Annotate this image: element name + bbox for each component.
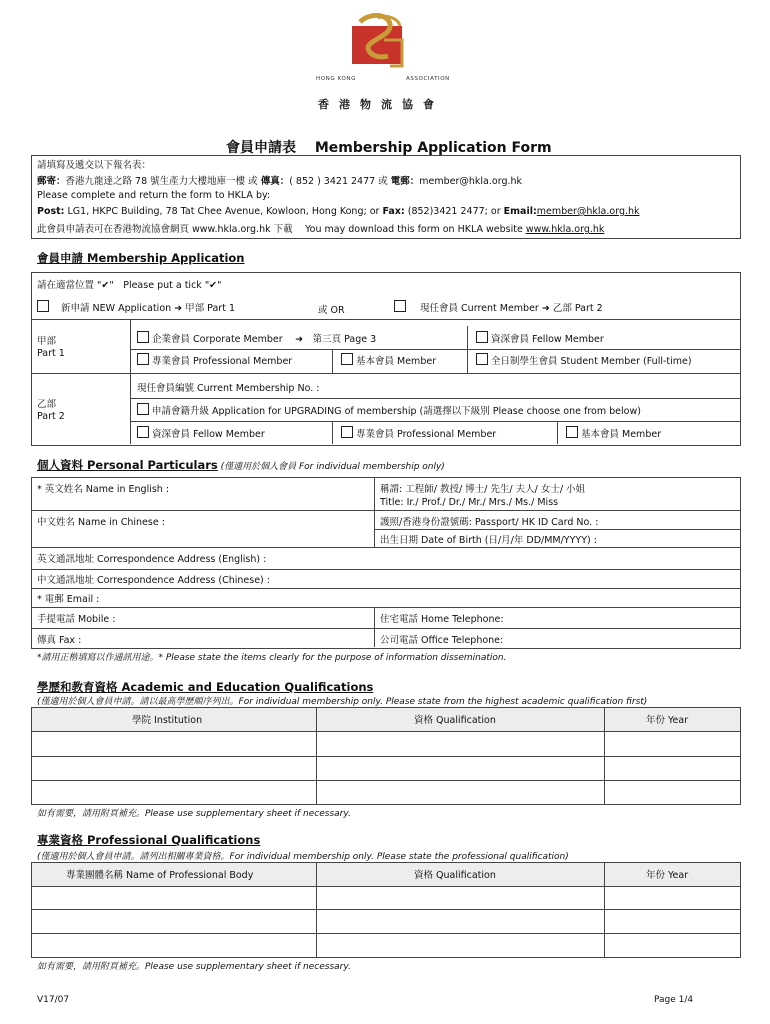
logo-chinese-name: 香港物流協會 xyxy=(318,98,444,111)
divider xyxy=(31,628,740,629)
corporate-label: 企業會員 Corporate Member ➜ 第三頁 Page 3 xyxy=(152,334,377,345)
version-label: V17/07 xyxy=(37,995,70,1005)
divider xyxy=(31,547,740,548)
intro-line4 xyxy=(37,206,640,217)
divider xyxy=(31,909,740,910)
upgrade-option[interactable] xyxy=(137,403,641,417)
address-chinese-field[interactable]: 中文通訊地址 Correspondence Address (Chinese) : xyxy=(37,575,270,586)
divider xyxy=(31,373,740,374)
professional-checkbox[interactable] xyxy=(137,353,149,365)
divider xyxy=(31,588,740,589)
corporate-member-option[interactable] xyxy=(137,331,376,345)
professional-member-option[interactable] xyxy=(137,353,292,367)
upgrade-basic-option[interactable] xyxy=(566,426,661,440)
website-link[interactable]: www.hkla.org.hk xyxy=(525,224,605,235)
post-label: Post: xyxy=(37,206,65,217)
intro-line3: Please complete and return the form to HKLA by: xyxy=(37,190,271,201)
post-address-cn: 香港九龍達之路 78 號生產力大樓地庫一樓 或 xyxy=(65,176,261,187)
column-qualification: 資格 Qualification xyxy=(414,715,496,726)
passport-field[interactable]: 護照/香港身份證號碼: Passport/ HK ID Card No. : xyxy=(380,517,599,528)
fax-field[interactable]: 傳真 Fax : xyxy=(37,635,82,646)
personal-header-line xyxy=(37,457,445,473)
fax-label-cn: 傳真： xyxy=(260,176,290,187)
upgrade-label: 申請會籍升級 Application for UPGRADING of membership (請選擇以下級別 Please choose one from below) xyxy=(152,406,641,417)
page-title: 會員申請表 Membership Application Form xyxy=(226,140,552,156)
divider xyxy=(467,326,468,373)
tick-instruction: 請在適當位置 "✔" Please put a tick "✔" xyxy=(37,280,222,291)
divider xyxy=(374,477,375,547)
professional-footnote: 如有需要，請用附頁補充。Please use supplementary sheet if necessary. xyxy=(37,962,351,972)
new-application-checkbox[interactable] xyxy=(37,300,49,312)
divider xyxy=(130,421,740,422)
professional-note: (僅適用於個人會員申請。請列出相關專業資格。For individual membership only. Please state the professional qualification) xyxy=(37,852,569,862)
divider xyxy=(31,780,740,781)
logo-name-left: HONG KONG xyxy=(316,76,357,82)
intro-line1: 請填寫及遞交以下報名表： xyxy=(37,160,152,171)
upgrade-basic-checkbox[interactable] xyxy=(566,426,578,438)
basic-member-option[interactable] xyxy=(341,353,436,367)
student-member-option[interactable] xyxy=(476,353,692,367)
professional-label: 專業會員 Professional Member xyxy=(152,356,293,367)
divider xyxy=(31,569,740,570)
divider xyxy=(332,421,333,444)
email-field[interactable]: * 電郵 Email : xyxy=(37,594,100,605)
current-membership-no[interactable]: 現任會員編號 Current Membership No. : xyxy=(137,383,320,394)
email-label: Email: xyxy=(503,206,537,217)
page-number: Page 1/4 xyxy=(654,995,694,1005)
upgrade-checkbox[interactable] xyxy=(137,403,149,415)
mobile-field[interactable]: 手提電話 Mobile : xyxy=(37,614,116,625)
fellow-label: 資深會員 Fellow Member xyxy=(491,334,604,345)
fax-label: Fax: xyxy=(382,206,405,217)
post-address: LG1, HKPC Building, 78 Tat Chee Avenue, Kowloon, Hong Kong; or xyxy=(64,206,383,217)
academic-footnote: 如有需要，請用附頁補充。Please use supplementary sheet if necessary. xyxy=(37,809,351,819)
upgrade-fellow-option[interactable] xyxy=(137,426,265,440)
upgrade-fellow-label: 資深會員 Fellow Member xyxy=(152,429,265,440)
dob-field[interactable]: 出生日期 Date of Birth (日/月/年 DD/MM/YYYY) : xyxy=(380,535,597,546)
fellow-checkbox[interactable] xyxy=(476,331,488,343)
divider xyxy=(130,349,740,350)
part2-label: 乙部 xyxy=(37,399,57,410)
divider xyxy=(31,607,740,608)
column-prof-qualification: 資格 Qualification xyxy=(414,870,496,881)
email-label-cn: 電郵： xyxy=(390,176,420,187)
home-telephone-field[interactable]: 住宅電話 Home Telephone: xyxy=(380,614,504,625)
name-chinese-field[interactable]: 中文姓名 Name in Chinese : xyxy=(37,517,165,528)
upgrade-professional-checkbox[interactable] xyxy=(341,426,353,438)
part1-label-en: Part 1 xyxy=(37,348,65,359)
intro-line5 xyxy=(37,221,604,235)
membership-header: 會員申請 Membership Application xyxy=(37,251,245,265)
divider xyxy=(374,607,375,647)
upgrade-professional-label: 專業會員 Professional Member xyxy=(356,429,497,440)
current-member-label: 現任會員 Current Member ➜ 乙部 Part 2 xyxy=(420,303,603,314)
divider xyxy=(374,529,740,530)
basic-checkbox[interactable] xyxy=(341,353,353,365)
download-note: 此會員申請表可在香港物流協會網頁 www.hkla.org.hk 下載 You may download this form on HKLA website xyxy=(37,224,526,235)
academic-note: (僅適用於個人會員申請。請以最高學歷順序列出。For individual membership only. Please state from the highest academic qualification first) xyxy=(37,697,648,707)
office-telephone-field[interactable]: 公司電話 Office Telephone: xyxy=(380,635,504,646)
student-checkbox[interactable] xyxy=(476,353,488,365)
new-application-label: 新申請 NEW Application ➜ 甲部 Part 1 xyxy=(61,303,235,314)
corporate-checkbox[interactable] xyxy=(137,331,149,343)
personal-footnote: *請用正楷填寫以作通訊用途。* Please state the items clearly for the purpose of information dissemination. xyxy=(37,653,507,663)
title-en-field: Title: Ir./ Prof./ Dr./ Mr./ Mrs./ Ms./ Miss xyxy=(380,497,559,508)
divider xyxy=(316,862,317,957)
title-cn-field[interactable]: 稱謂: 工程師/ 教授/ 博士/ 先生/ 夫人/ 女士/ 小姐 xyxy=(380,484,586,495)
academic-header: 學歷和教育資格 Academic and Education Qualifications xyxy=(37,680,374,694)
divider xyxy=(316,707,317,804)
fax-number: (852)3421 2477; or xyxy=(404,206,504,217)
upgrade-professional-option[interactable] xyxy=(341,426,496,440)
part2-label-en: Part 2 xyxy=(37,411,65,422)
divider xyxy=(130,398,740,399)
column-year: 年份 Year xyxy=(646,715,689,726)
column-professional-body: 專業團體名稱 Name of Professional Body xyxy=(66,870,254,881)
current-member-checkbox[interactable] xyxy=(394,300,406,312)
fax-number-cn: ( 852 ) 3421 2477 或 xyxy=(289,176,391,187)
upgrade-basic-label: 基本會員 Member xyxy=(581,429,662,440)
upgrade-fellow-checkbox[interactable] xyxy=(137,426,149,438)
student-label: 全日制學生會員 Student Member (Full-time) xyxy=(491,356,692,367)
divider xyxy=(130,319,131,444)
current-member-option[interactable] xyxy=(394,300,603,314)
divider xyxy=(557,421,558,444)
part1-label: 甲部 xyxy=(37,336,57,347)
divider xyxy=(31,756,740,757)
or-label: 或 OR xyxy=(318,305,345,316)
column-prof-year: 年份 Year xyxy=(646,870,689,881)
fellow-member-option[interactable] xyxy=(476,331,604,345)
divider xyxy=(604,707,605,804)
basic-label: 基本會員 Member xyxy=(356,356,437,367)
address-english-field[interactable]: 英文通訊地址 Correspondence Address (English) : xyxy=(37,554,267,565)
divider xyxy=(31,933,740,934)
personal-note: (僅適用於個人會員 For individual membership only) xyxy=(217,462,445,472)
logo-name-right: ASSOCIATION xyxy=(406,76,450,82)
new-application-option[interactable] xyxy=(37,300,235,314)
column-institution: 學院 Institution xyxy=(132,715,203,726)
divider xyxy=(31,731,740,732)
professional-header: 專業資格 Professional Qualifications xyxy=(37,833,261,847)
divider xyxy=(31,510,740,511)
divider xyxy=(332,349,333,373)
post-label-cn: 郵寄： xyxy=(37,176,66,187)
personal-header: 個人資料 Personal Particulars xyxy=(37,458,218,472)
intro-line2 xyxy=(37,173,522,187)
email-link[interactable]: member@hkla.org.hk xyxy=(536,206,640,217)
divider xyxy=(604,862,605,957)
divider xyxy=(31,319,740,320)
divider xyxy=(31,886,740,887)
name-english-field[interactable]: * 英文姓名 Name in English : xyxy=(37,484,170,495)
email-value-cn: member@hkla.org.hk xyxy=(419,176,523,187)
